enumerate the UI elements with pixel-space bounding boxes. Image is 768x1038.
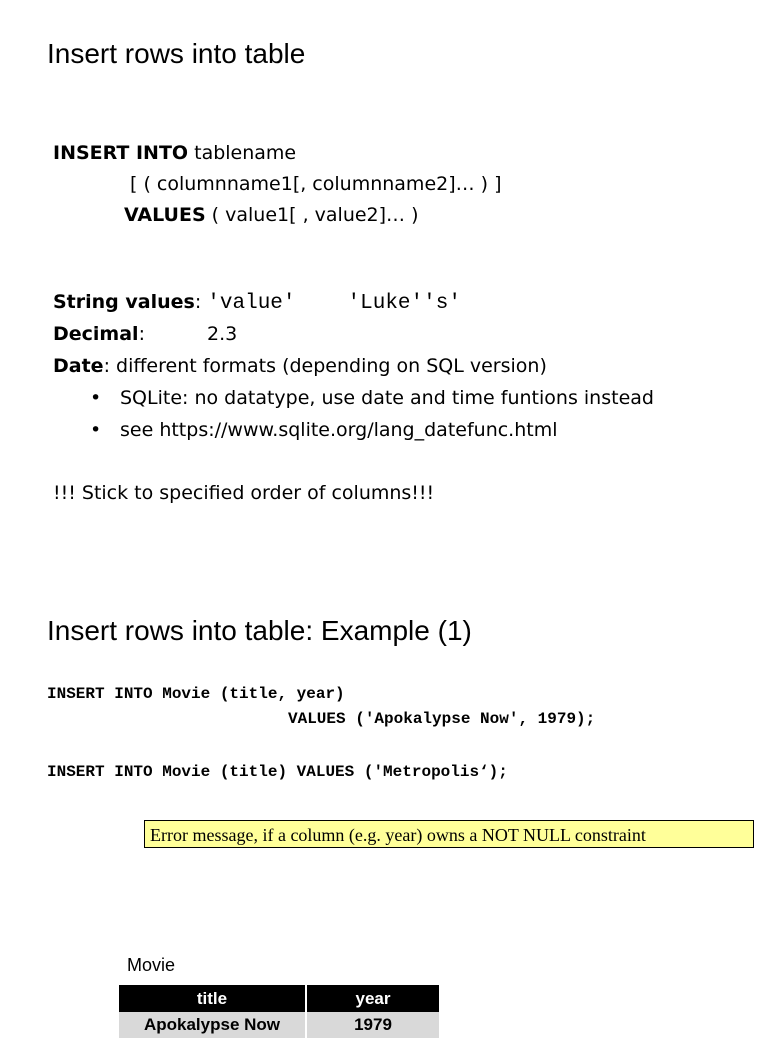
syntax-line-2: [ ( columnname1[, columnname2]… ) ] (130, 173, 502, 195)
table-cell-year: 1979 (306, 1012, 439, 1038)
table-cell-title: Apokalypse Now (119, 1012, 306, 1038)
error-note: Error message, if a column (e.g. year) owns a NOT NULL constraint (144, 820, 754, 848)
code-line: INSERT INTO Movie (title) VALUES ('Metropolis‘); (47, 763, 508, 781)
string-values-line: String values: 'value' 'Luke''s' (53, 291, 461, 315)
bullet-item: SQLite: no datatype, use date and time funtions instead (120, 387, 654, 409)
bullet-icon: • (90, 387, 102, 409)
table-row (119, 1012, 439, 1038)
code-line: VALUES ('Apokalypse Now', 1979); (288, 710, 596, 728)
code-line: INSERT INTO Movie (title, year) (47, 685, 345, 703)
string-example-escaped: 'Luke''s' (347, 292, 461, 315)
decimal-line: Decimal: (53, 323, 145, 345)
slide-title: Insert rows into table (47, 38, 306, 69)
syntax-line-1 (53, 144, 296, 163)
decimal-value: 2.3 (207, 323, 238, 345)
date-line: Date: different formats (depending on SQL version) (53, 355, 547, 377)
string-values-label: String values (53, 291, 195, 313)
values-keyword: VALUES (124, 204, 206, 226)
string-example-value: 'value' (207, 292, 296, 315)
table-caption: Movie (127, 955, 176, 975)
bullet-icon: • (90, 419, 102, 441)
date-label: Date (53, 355, 104, 377)
slide-insert-example (0, 600, 768, 1034)
column-header-title: title (119, 985, 306, 1012)
tablename-text: tablename (188, 142, 297, 164)
decimal-label: Decimal (53, 323, 139, 345)
bullet-item: see https://www.sqlite.org/lang_datefunc.html (120, 419, 558, 441)
values-list-text: ( value1[ , value2]… ) (205, 204, 419, 226)
slide-title: Insert rows into table: Example (1) (47, 615, 472, 646)
column-header-year: year (306, 985, 439, 1012)
movie-table (119, 985, 439, 1038)
syntax-line-3 (124, 206, 419, 225)
column-order-warning: !!! Stick to specified order of columns!!! (53, 482, 435, 504)
table-header-row (119, 985, 439, 1012)
insert-into-keyword: INSERT INTO (53, 142, 189, 164)
